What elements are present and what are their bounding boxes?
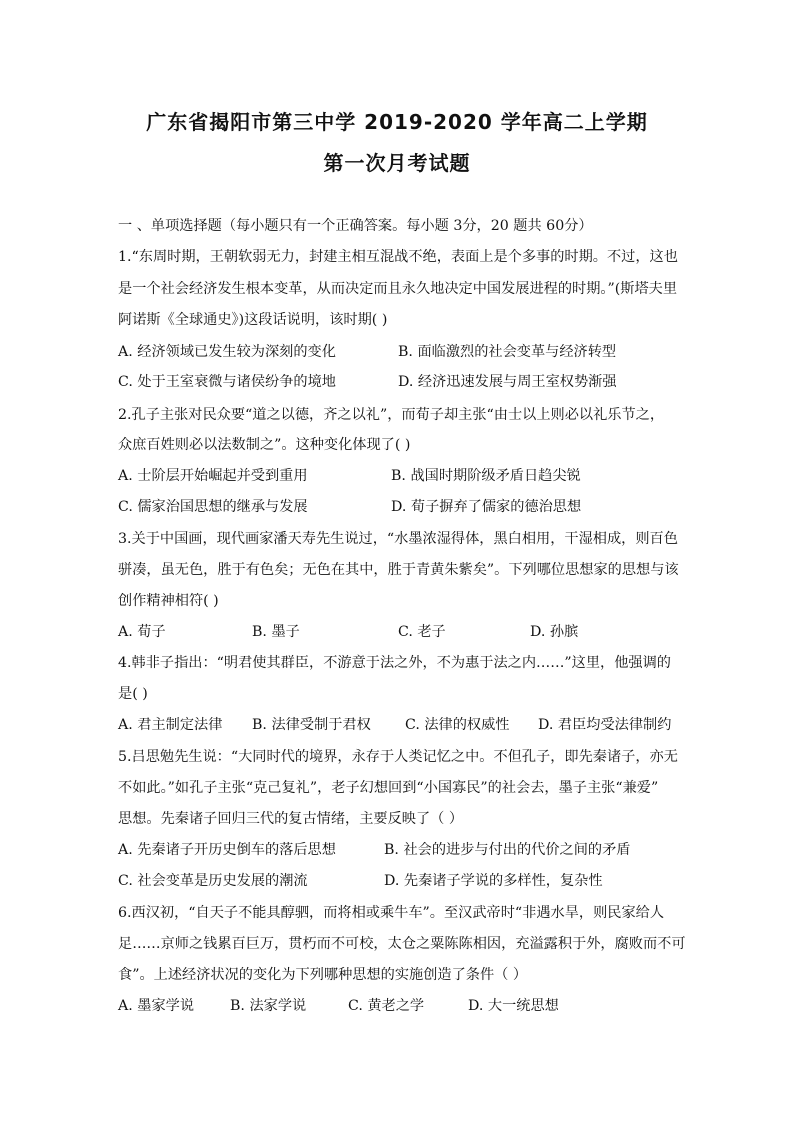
question-3-option-d: D. 孙膑 [530,624,579,640]
question-6-option-d: D. 大一统思想 [468,998,559,1014]
question-4-line-1: 4.韩非子指出：“明君使其群臣，不游意于法之外，不为惠于法之内……”这里，他强调的 [118,655,671,671]
question-1-option-c: C. 处于王室衰微与诸侯纷争的境地 [118,374,336,390]
question-6-option-c: C. 黄老之学 [348,998,425,1014]
question-6-line-3: 食”。上述经济状况的变化为下列哪种思想的实施创造了条件（ ） [118,967,528,983]
section-heading: 一 、单项选择题（每小题只有一个正确答案。每小题 3分，20 题共 60分） [118,218,593,234]
question-4-option-a: A. 君主制定法律 [118,717,223,733]
question-5-option-b: B. 社会的进步与付出的代价之间的矛盾 [384,842,631,858]
question-5-line-1: 5.吕思勉先生说：“大同时代的境界，永存于人类记忆之中。不但孔子，即先秦诸子，亦无 [118,749,678,765]
question-3-line-2: 骈凑，虽无色，胜于有色矣；无色在其中，胜于青黄朱紫矣”。下列哪位思想家的思想与该 [118,562,679,578]
question-4-option-d: D. 君臣均受法律制约 [538,717,672,733]
question-1-line-1: 1.“东周时期，王朝软弱无力，封建主相互混战不绝，表面上是个多事的时期。不过，这也 [118,249,678,265]
question-2-option-c: C. 儒家治国思想的继承与发展 [118,499,308,515]
question-2-option-b: B. 战国时期阶级矛盾日趋尖锐 [391,468,581,484]
question-1-option-d: D. 经济迅速发展与周王室权势渐强 [398,374,617,390]
document-title-line2: 第一次月考试题 [323,151,471,175]
question-3-option-c: C. 老子 [398,624,446,640]
question-4-line-2: 是( ) [118,686,148,702]
question-2-line-1: 2.孔子主张对民众要“道之以德，齐之以礼”，而荀子却主张“由士以上则必以礼乐节之， [118,407,665,423]
question-1-option-b: B. 面临激烈的社会变革与经济转型 [398,344,617,360]
question-5-line-2: 不如此。”如孔子主张“克己复礼”，老子幻想回到“小国寡民”的社会去，墨子主张“兼爱” [118,780,659,796]
question-6-line-1: 6.西汉初，“自天子不能具醇驷，而将相或乘牛车”。至汉武帝时“非遇水旱，则民家给人 [118,905,665,921]
question-4-option-b: B. 法律受制于君权 [252,717,371,733]
question-3-option-b: B. 墨子 [252,624,300,640]
question-3-line-1: 3.关于中国画，现代画家潘天寿先生说过，“水墨浓湿得体，黑白相用，干湿相成，则百色 [118,531,678,547]
question-4-option-c: C. 法律的权威性 [405,717,510,733]
question-1-line-2: 是一个社会经济发生根本变革，从而决定而且永久地决定中国发展进程的时期。”(斯塔夫里 [118,281,678,297]
question-5-option-c: C. 社会变革是历史发展的潮流 [118,873,308,889]
question-2-option-a: A. 士阶层开始崛起并受到重用 [118,468,308,484]
question-5-option-a: A. 先秦诸子开历史倒车的落后思想 [118,842,336,858]
question-2-line-2: 众庶百姓则必以法数制之”。这种变化体现了( ) [118,437,411,453]
question-1-option-a: A. 经济领域已发生较为深刻的变化 [118,344,336,360]
question-6-line-2: 足……京师之钱累百巨万，贯朽而不可校，太仓之粟陈陈相因，充溢露积于外，腐败而不可 [118,936,686,952]
question-5-line-3: 思想。先秦诸子回归三代的复古情绪，主要反映了（ ） [118,811,464,827]
document-title-line1: 广东省揭阳市第三中学 2019-2020 学年高二上学期 [146,110,648,134]
question-6-option-a: A. 墨家学说 [118,998,195,1014]
question-5-option-d: D. 先秦诸子学说的多样性，复杂性 [384,873,603,889]
question-6-option-b: B. 法家学说 [230,998,307,1014]
question-3-line-3: 创作精神相符( ) [118,593,219,609]
question-3-option-a: A. 荀子 [118,624,166,640]
question-1-line-3: 阿诺斯《全球通史》)这段话说明，该时期( ) [118,312,388,328]
question-2-option-d: D. 荀子摒弃了儒家的德治思想 [391,499,582,515]
